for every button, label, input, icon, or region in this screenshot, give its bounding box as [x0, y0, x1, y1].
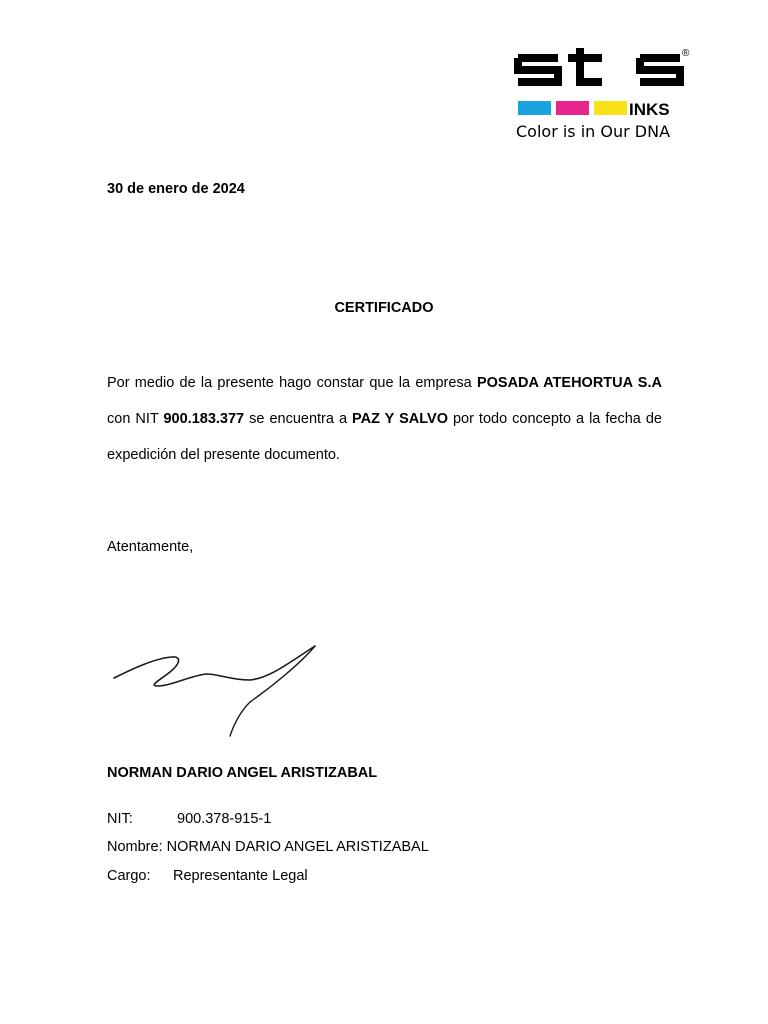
closing-text: Atentamente, — [107, 539, 194, 555]
role-row — [107, 868, 308, 884]
registered-mark: ® — [682, 48, 690, 59]
nit-label: NIT: — [107, 811, 133, 827]
company-nit: 900.183.377 — [163, 411, 245, 427]
handwritten-signature — [110, 640, 324, 740]
nit-row — [107, 811, 271, 827]
role-value: Representante Legal — [173, 868, 308, 884]
logo-product: INKS — [629, 100, 670, 119]
body-text: por todo concepto a la fecha de expedición del presente documento. — [107, 411, 662, 463]
logo-tagline: Color is in Our DNA — [516, 122, 671, 141]
name-label: Nombre: — [107, 839, 163, 855]
name-row — [107, 839, 429, 855]
nit-value: 900.378-915-1 — [177, 811, 272, 827]
document-title: CERTIFICADO — [334, 300, 434, 316]
sts-inks-logo — [512, 44, 694, 144]
role-label: Cargo: — [107, 868, 151, 884]
certificate-body — [107, 365, 662, 473]
status-text: PAZ Y SALVO — [352, 411, 448, 427]
company-name: POSADA ATEHORTUA S.A — [476, 375, 662, 391]
body-text: Por medio de la presente hago constar que la empresa — [107, 375, 477, 391]
name-value: NORMAN DARIO ANGEL ARISTIZABAL — [166, 839, 429, 855]
signer-name: NORMAN DARIO ANGEL ARISTIZABAL — [107, 765, 378, 781]
body-text: con NIT — [107, 411, 164, 427]
body-text: se encuentra a — [244, 411, 353, 427]
document-date: 30 de enero de 2024 — [107, 181, 245, 197]
